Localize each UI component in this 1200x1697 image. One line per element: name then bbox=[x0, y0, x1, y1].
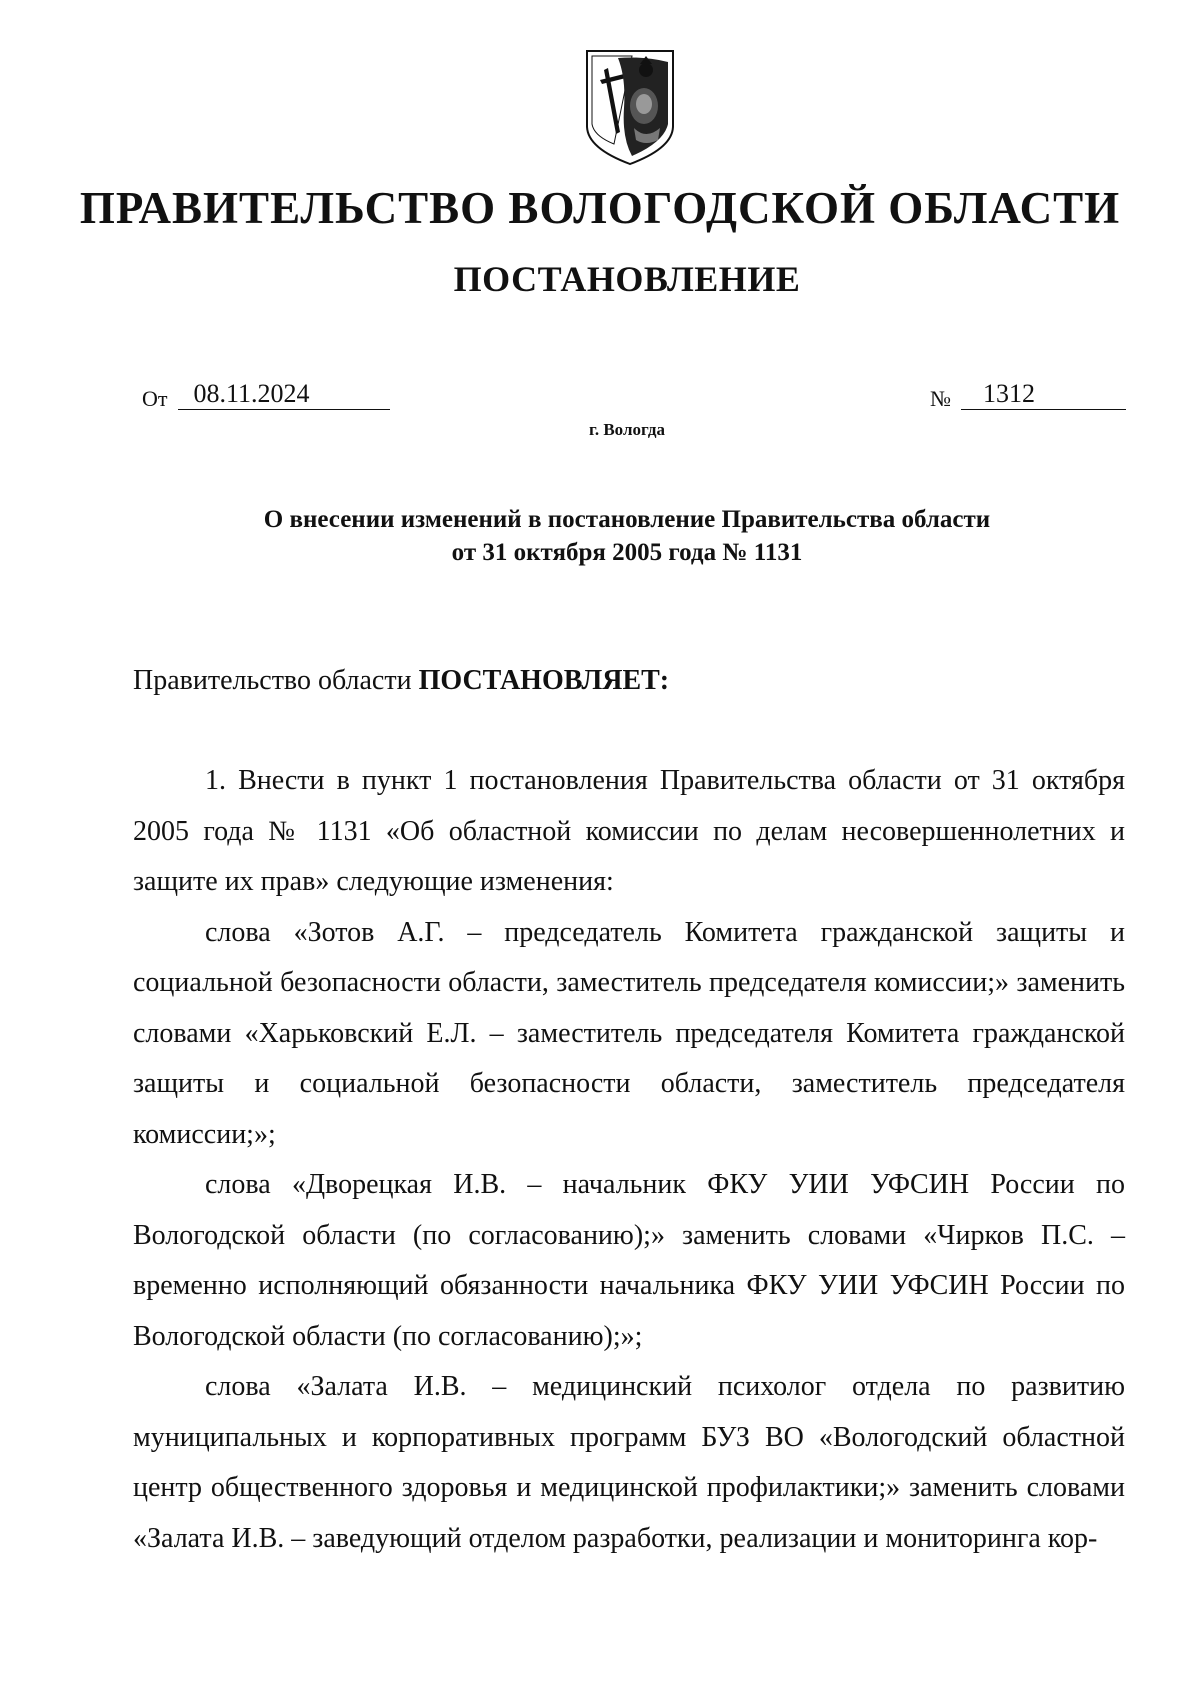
document-date bbox=[142, 380, 390, 410]
body-paragraph: слова «Зотов А.Г. – председатель Комитета гражданской защиты и социальной безопасности области, заместитель председателя комиссии;» заменить словами «Харьковский Е.Л. – заместитель председателя Комитета гражданской защиты и социальной безопасности области, заместитель председателя комиссии;»; bbox=[133, 916, 1125, 1150]
resolves-line bbox=[133, 665, 669, 697]
number-prefix: № bbox=[930, 385, 951, 411]
resolves-lead: Правительство области bbox=[133, 665, 419, 696]
resolves-keyword: ПОСТАНОВЛЯЕТ: bbox=[418, 665, 670, 696]
date-value: 08.11.2024 bbox=[178, 380, 390, 410]
document-number bbox=[930, 380, 1126, 410]
body-paragraph: 1. Внести в пункт 1 постановления Правительства области от 31 октября 2005 года № 1131 «Об областной комиссии по делам несовершеннолетних и защите их прав» следующие изменения: bbox=[133, 765, 1125, 897]
number-value: 1312 bbox=[961, 380, 1126, 410]
organization-title: ПРАВИТЕЛЬСТВО ВОЛОГОДСКОЙ ОБЛАСТИ bbox=[79, 183, 1121, 233]
document-subject bbox=[0, 503, 1200, 569]
city: г. Вологда bbox=[589, 420, 665, 439]
vologda-coat-of-arms-icon bbox=[584, 48, 676, 166]
subject-line-1: О внесении изменений в постановление Правительства области bbox=[263, 506, 991, 533]
document-type: ПОСТАНОВЛЕНИЕ bbox=[453, 259, 801, 299]
date-prefix: От bbox=[142, 385, 168, 411]
body-paragraph: слова «Дворецкая И.В. – начальник ФКУ УИИ УФСИН России по Вологодской области (по согласованию);» заменить словами «Чирков П.С. – временно исполняющий обязанности начальника ФКУ УИИ УФСИН России по Вологодской области (по согласованию);»; bbox=[133, 1169, 1125, 1352]
body-paragraph: слова «Залата И.В. – медицинский психолог отдела по развитию муниципальных и корпоративных программ БУЗ ВО «Вологодский областной центр общественного здоровья и медицинской профилактики;» заменить словами «Залата И.В. – заведующий отделом разработки, реализации и мониторинга кор- bbox=[133, 1371, 1125, 1554]
document-body bbox=[133, 756, 1125, 1564]
subject-line-2: от 31 октября 2005 года № 1131 bbox=[451, 539, 803, 566]
